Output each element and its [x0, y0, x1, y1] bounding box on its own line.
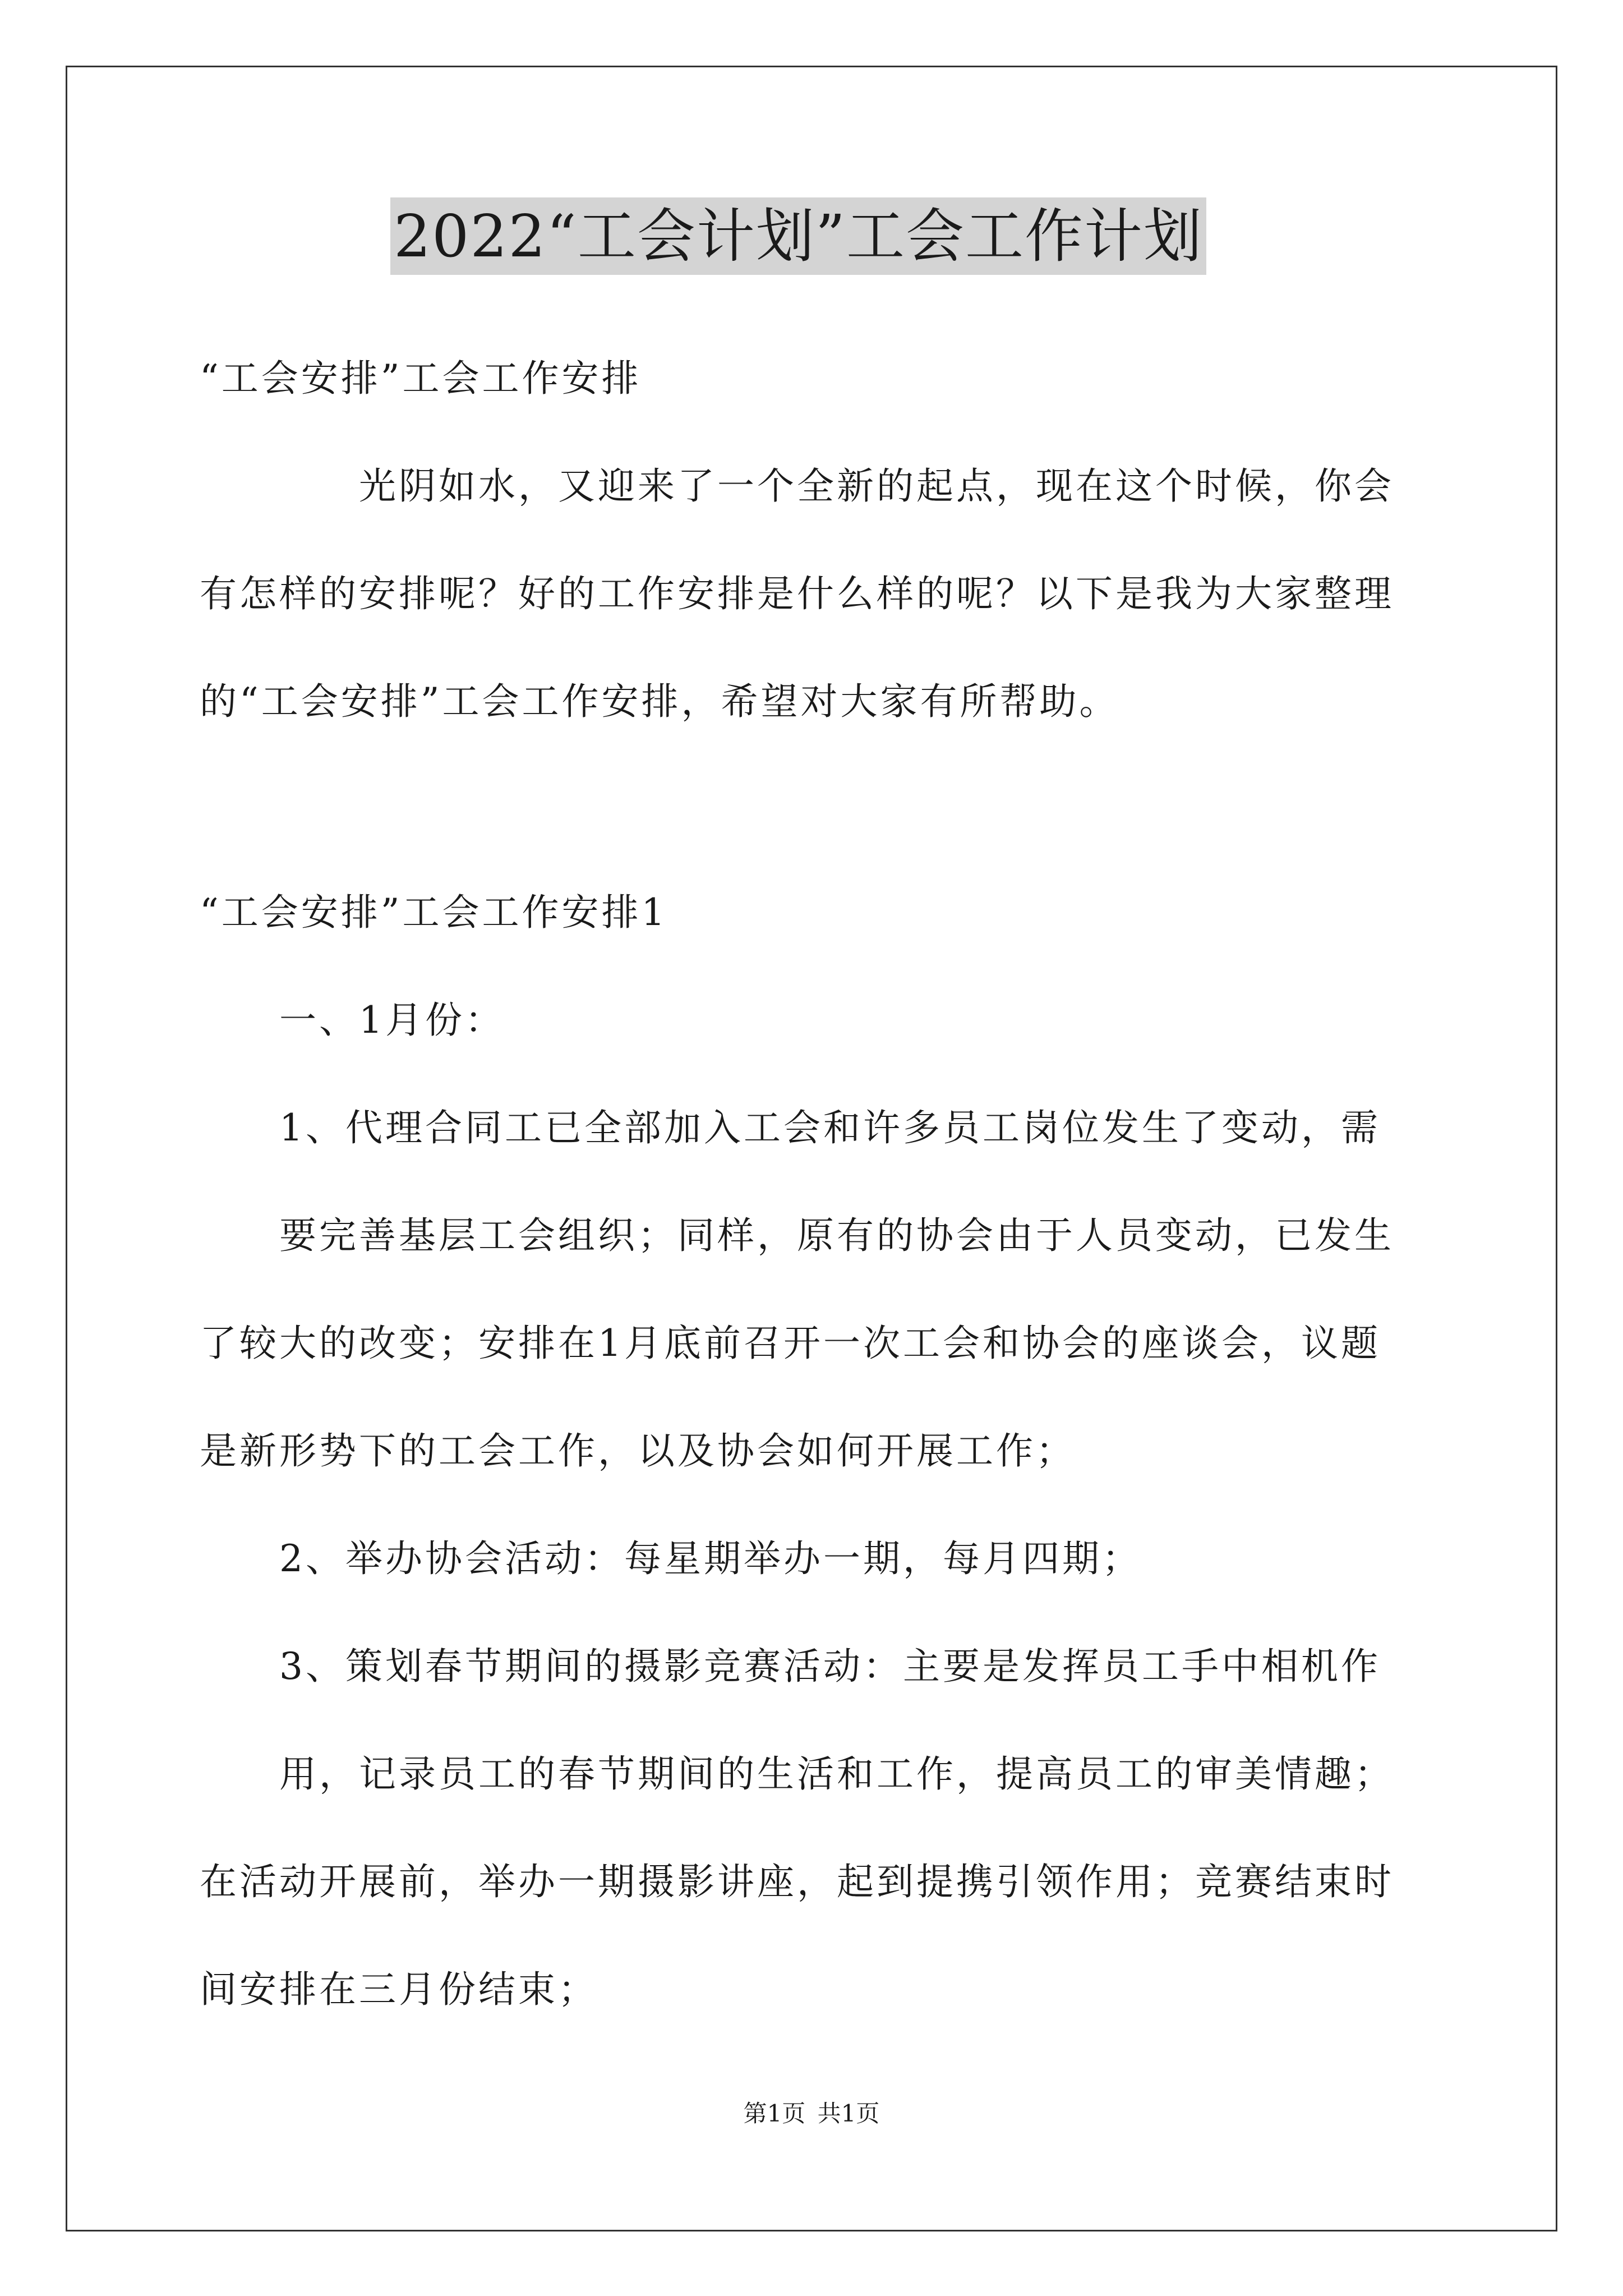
intro-paragraph-line-1: 光阴如水，又迎来了一个全新的起点，现在这个时候，你会 [359, 464, 1394, 508]
item-1-line-2: 要完善基层工会组织；同样，原有的协会由于人员变动，已发生 [279, 1214, 1394, 1257]
item-3-line-4: 间安排在三月份结束； [200, 1968, 598, 2011]
intro-paragraph-line-2: 有怎样的安排呢？好的工作安排是什么样的呢？以下是我为大家整理 [200, 572, 1394, 615]
item-3-line-1: 3、策划春节期间的摄影竞赛活动：主要是发挥员工手中相机作 [279, 1645, 1381, 1688]
document-title: 2022“工会计划”工会工作计划 [390, 197, 1206, 275]
document-subtitle: “工会安排”工会工作安排 [200, 357, 642, 400]
item-3-line-3: 在活动开展前，举办一期摄影讲座，起到提携引领作用；竞赛结束时 [200, 1860, 1394, 1903]
intro-paragraph-line-3: 的“工会安排”工会工作安排，希望对大家有所帮助。 [200, 680, 1119, 723]
item-3-line-2: 用，记录员工的春节期间的生活和工作，提高员工的审美情趣； [279, 1752, 1394, 1796]
item-1-line-3: 了较大的改变；安排在1月底前召开一次工会和协会的座谈会，议题 [200, 1322, 1381, 1365]
page-number: 第1页 [743, 2100, 806, 2127]
item-1-line-1: 1、代理合同工已全部加入工会和许多员工岗位发生了变动，需 [279, 1106, 1381, 1149]
section-title: “工会安排”工会工作安排1 [200, 891, 668, 934]
item-2-line-1: 2、举办协会活动：每星期举办一期，每月四期； [279, 1537, 1142, 1580]
month-heading: 一、1月份： [279, 999, 505, 1042]
page-footer [0, 2097, 1623, 2131]
item-1-line-4: 是新形势下的工会工作，以及协会如何开展工作； [200, 1429, 1076, 1473]
page-total: 共1页 [817, 2100, 880, 2127]
